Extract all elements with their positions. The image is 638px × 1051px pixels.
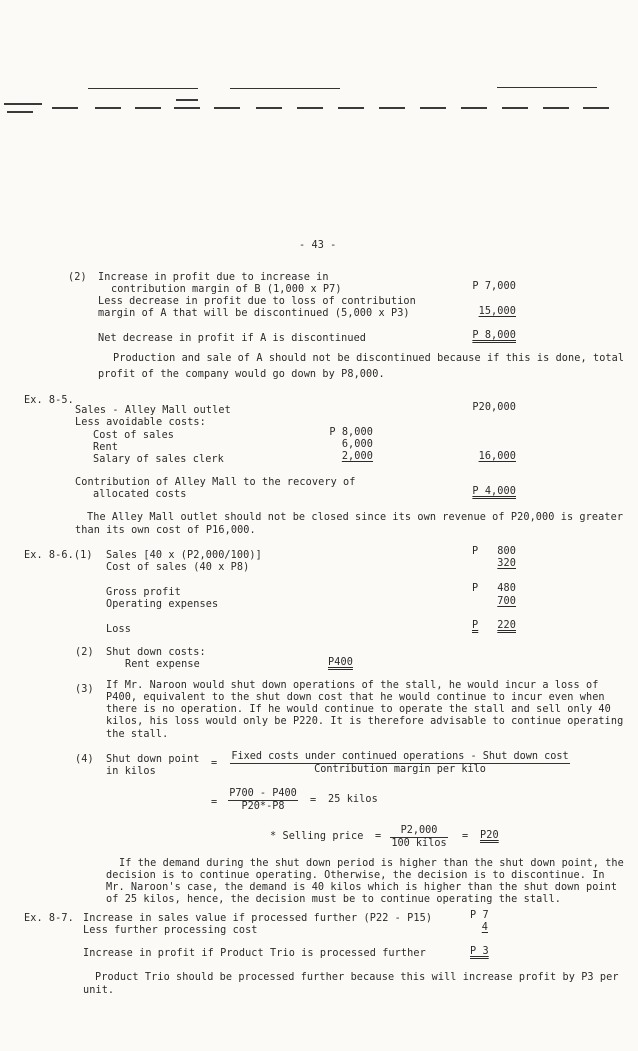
conclusion-line: Mr. Naroon's case, the demand is 40 kilos which is higher than the shut down point bbox=[106, 882, 618, 893]
amount: 4 bbox=[481, 922, 488, 933]
cos-label: Cost of sales (40 x P8) bbox=[106, 562, 250, 573]
sales-label: Sales - Alley Mall outlet bbox=[75, 405, 231, 416]
currency: P bbox=[472, 583, 479, 594]
amount: 800 bbox=[497, 546, 516, 557]
conclusion-line: decision is to continue operating. Otherwise, the decision is to discontinue. In bbox=[106, 870, 605, 881]
text-line: margin of A that will be discontinued (5,000 x P3) bbox=[98, 308, 410, 319]
amount: 480 bbox=[497, 583, 516, 594]
text-line: in kilos bbox=[106, 766, 156, 777]
text-line: P400, equivalent to the shut down cost that he would continue to incur even when bbox=[106, 692, 605, 703]
conclusion-line: If the demand during the shut down period is higher than the shut down point, the bbox=[119, 858, 624, 869]
less-label: Less avoidable costs: bbox=[75, 417, 206, 428]
text-line: Less decrease in profit due to loss of contribution bbox=[98, 296, 416, 307]
exercise-label: Ex. 8-7. bbox=[24, 913, 74, 924]
text-line: kilos, his loss would only be P220. It is therefore advisable to continue operating bbox=[106, 716, 624, 727]
conclusion-line: Product Trio should be processed further because this will increase profit by P3 per bbox=[95, 972, 619, 983]
gross-label: Gross profit bbox=[106, 587, 181, 598]
fraction-denominator: 100 kilos bbox=[391, 838, 447, 849]
loss-label: Loss bbox=[106, 624, 131, 635]
amount: 15,000 bbox=[478, 306, 516, 317]
text-line: contribution margin of B (1,000 x P7) bbox=[111, 284, 342, 295]
text-line: Shut down costs: bbox=[106, 647, 206, 658]
part-label: (2) bbox=[75, 647, 94, 658]
amount: P 7,000 bbox=[472, 281, 516, 292]
cost-item: Cost of sales bbox=[93, 430, 175, 441]
conclusion-line: The Alley Mall outlet should not be closed since its own revenue of P20,000 is greater bbox=[87, 512, 624, 523]
amount: 700 bbox=[497, 596, 516, 607]
selling-price-label: * Selling price bbox=[270, 831, 364, 842]
result: 25 kilos bbox=[328, 794, 378, 805]
part-label: (2) bbox=[68, 272, 87, 283]
conclusion-line: profit of the company would go down by P8,000. bbox=[98, 369, 385, 380]
fraction-denominator: P20*-P8 bbox=[241, 801, 285, 812]
contribution-line: Contribution of Alley Mall to the recovery of bbox=[75, 477, 356, 488]
currency: P bbox=[472, 620, 479, 631]
result: P20 bbox=[480, 830, 499, 841]
text-line: If Mr. Naroon would shut down operations of the stall, he would incur a loss of bbox=[106, 680, 599, 691]
amount: 320 bbox=[497, 558, 516, 569]
currency: P bbox=[472, 546, 479, 557]
fraction-numerator: P2,000 bbox=[400, 825, 438, 836]
amount: P 8,000 bbox=[329, 427, 373, 438]
loss-amount: 220 bbox=[497, 620, 516, 631]
exercise-label: Ex. 8-6.(1) bbox=[24, 550, 93, 561]
equals-sign: = bbox=[375, 831, 382, 842]
equals-sign: = bbox=[462, 831, 469, 842]
net-label: Net decrease in profit if A is discontinued bbox=[98, 333, 367, 344]
text-line: Increase in profit due to increase in bbox=[98, 272, 329, 283]
equals-sign: = bbox=[211, 758, 218, 769]
sales-amount: P20,000 bbox=[472, 402, 516, 413]
conclusion-line: unit. bbox=[83, 985, 115, 996]
text-line: Less further processing cost bbox=[83, 925, 258, 936]
fraction-denominator: Contribution margin per kilo bbox=[314, 764, 486, 775]
equals-sign: = bbox=[310, 795, 317, 806]
exercise-label: Ex. 8-5. bbox=[24, 395, 74, 406]
part-label: (4) bbox=[75, 754, 94, 765]
conclusion-line: Production and sale of A should not be discontinued because if this is done, total bbox=[113, 353, 625, 364]
total-amount: 16,000 bbox=[478, 451, 516, 462]
text-line: Shut down point bbox=[106, 754, 200, 765]
contribution-line: allocated costs bbox=[93, 489, 187, 500]
text-line: Rent expense bbox=[125, 659, 200, 670]
increase-label: Increase in profit if Product Trio is processed further bbox=[83, 948, 426, 959]
net-amount: P 8,000 bbox=[472, 330, 516, 341]
part-label: (3) bbox=[75, 684, 94, 695]
page-number: - 43 - bbox=[299, 240, 337, 251]
amount: 6,000 bbox=[341, 439, 373, 450]
conclusion-line: of 25 kilos, hence, the decision must be to continue operating the stall. bbox=[106, 894, 562, 905]
amount: P400 bbox=[328, 657, 353, 668]
text-line: there is no operation. If he would continue to operate the stall and sell only 40 bbox=[106, 704, 611, 715]
text-line: the stall. bbox=[106, 729, 169, 740]
equals-sign: = bbox=[211, 797, 218, 808]
fraction-numerator: P700 - P400 bbox=[229, 788, 297, 799]
cost-item: Rent bbox=[93, 442, 118, 453]
conclusion-line: than its own cost of P16,000. bbox=[75, 525, 256, 536]
increase-amount: P 3 bbox=[470, 946, 489, 957]
sales-label: Sales [40 x (P2,000/100)] bbox=[106, 550, 262, 561]
amount: 2,000 bbox=[341, 451, 373, 462]
cost-item: Salary of sales clerk bbox=[93, 454, 224, 465]
amount: P 7 bbox=[470, 910, 489, 921]
text-line: Increase in sales value if processed further (P22 - P15) bbox=[83, 913, 433, 924]
fraction-numerator: Fixed costs under continued operations - Shut down cost bbox=[231, 751, 569, 762]
contribution-amount: P 4,000 bbox=[472, 486, 516, 497]
opex-label: Operating expenses bbox=[106, 599, 219, 610]
